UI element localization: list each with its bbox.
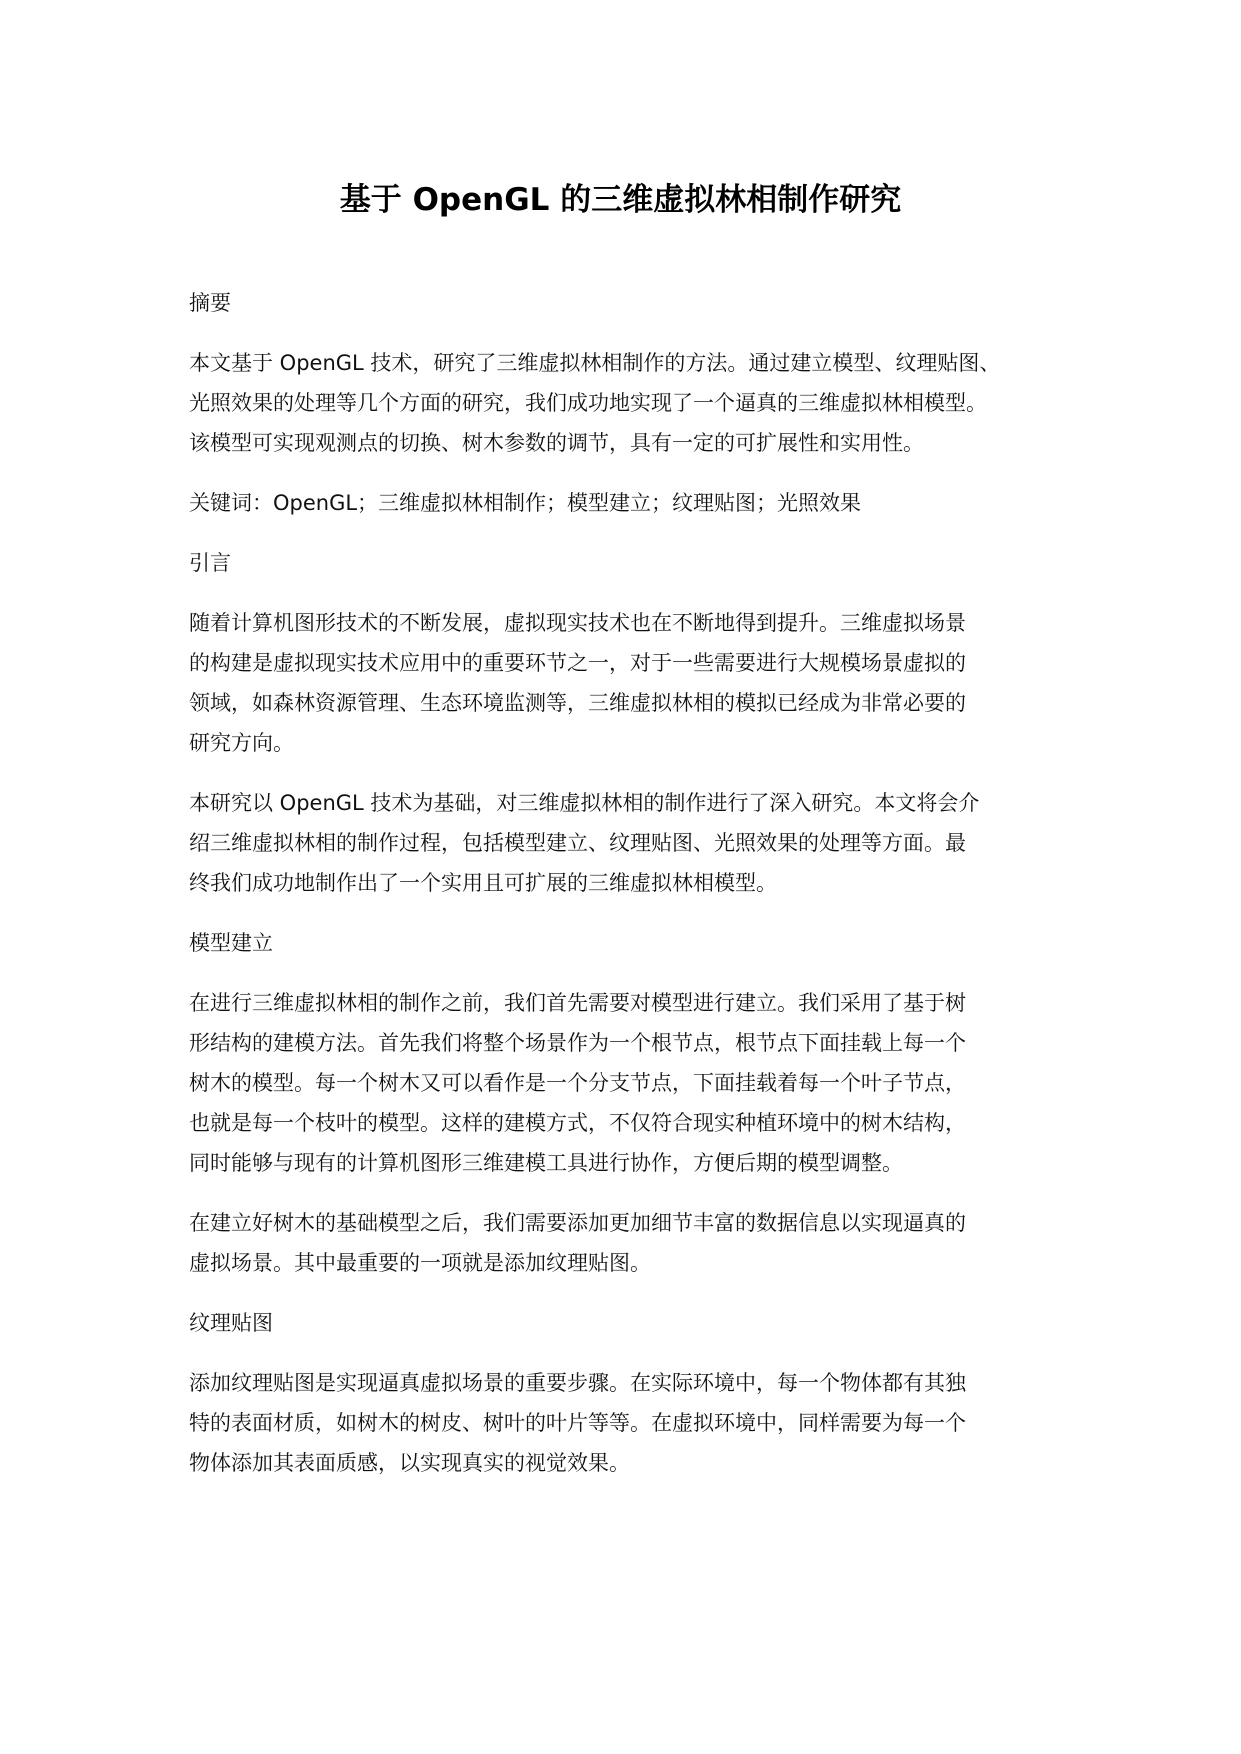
- model-heading: 模型建立: [189, 931, 273, 955]
- model-paragraph-2: [189, 1203, 1069, 1283]
- document-body: [189, 283, 1069, 1503]
- paragraph-line: 特的表面材质，如树木的树皮、树叶的叶片等等。在虚拟环境中，同样需要为每一个: [189, 1411, 966, 1435]
- paragraph-line: 也就是每一个枝叶的模型。这样的建模方式，不仅符合现实种植环境中的树木结构，: [189, 1111, 966, 1135]
- paragraph-line: 终我们成功地制作出了一个实用且可扩展的三维虚拟林相模型。: [189, 871, 777, 895]
- paragraph-line: 的构建是虚拟现实技术应用中的重要环节之一，对于一些需要进行大规模场景虚拟的: [189, 651, 966, 675]
- paragraph-line: 研究方向。: [189, 731, 294, 755]
- texture-paragraph-1: [189, 1363, 1069, 1483]
- paragraph-line: 在进行三维虚拟林相的制作之前，我们首先需要对模型进行建立。我们采用了基于树: [189, 991, 966, 1015]
- paragraph-line: 虚拟场景。其中最重要的一项就是添加纹理贴图。: [189, 1251, 651, 1275]
- paragraph-line: 该模型可实现观测点的切换、树木参数的调节，具有一定的可扩展性和实用性。: [189, 431, 924, 455]
- paragraph-line: 本文基于 OpenGL 技术，研究了三维虚拟林相制作的方法。通过建立模型、纹理贴图、: [189, 351, 1001, 375]
- texture-heading: 纹理贴图: [189, 1311, 273, 1335]
- paragraph-line: 树木的模型。每一个树木又可以看作是一个分支节点，下面挂载着每一个叶子节点，: [189, 1071, 966, 1095]
- paragraph-line: 物体添加其表面质感，以实现真实的视觉效果。: [189, 1451, 630, 1475]
- paragraph-line: 随着计算机图形技术的不断发展，虚拟现实技术也在不断地得到提升。三维虚拟场景: [189, 611, 966, 635]
- abstract-heading: 摘要: [189, 291, 231, 315]
- abstract-paragraph: [189, 343, 1069, 463]
- paragraph-line: 本研究以 OpenGL 技术为基础，对三维虚拟林相的制作进行了深入研究。本文将会介: [189, 791, 980, 815]
- paragraph-line: 在建立好树木的基础模型之后，我们需要添加更加细节丰富的数据信息以实现逼真的: [189, 1211, 966, 1235]
- keywords-line: 关键词：OpenGL；三维虚拟林相制作；模型建立；纹理贴图；光照效果: [189, 491, 862, 515]
- paragraph-line: 同时能够与现有的计算机图形三维建模工具进行协作，方便后期的模型调整。: [189, 1151, 903, 1175]
- document-title: 基于 OpenGL 的三维虚拟林相制作研究: [339, 182, 902, 218]
- paragraph-line: 领域，如森林资源管理、生态环境监测等，三维虚拟林相的模拟已经成为非常必要的: [189, 691, 966, 715]
- intro-heading: 引言: [189, 551, 231, 575]
- intro-paragraph-2: [189, 783, 1069, 903]
- paragraph-line: 光照效果的处理等几个方面的研究，我们成功地实现了一个逼真的三维虚拟林相模型。: [189, 391, 987, 415]
- paragraph-line: 形结构的建模方法。首先我们将整个场景作为一个根节点，根节点下面挂载上每一个: [189, 1031, 966, 1055]
- paragraph-line: 添加纹理贴图是实现逼真虚拟场景的重要步骤。在实际环境中，每一个物体都有其独: [189, 1371, 966, 1395]
- paragraph-line: 绍三维虚拟林相的制作过程，包括模型建立、纹理贴图、光照效果的处理等方面。最: [189, 831, 966, 855]
- intro-paragraph-1: [189, 603, 1069, 763]
- model-paragraph-1: [189, 983, 1069, 1183]
